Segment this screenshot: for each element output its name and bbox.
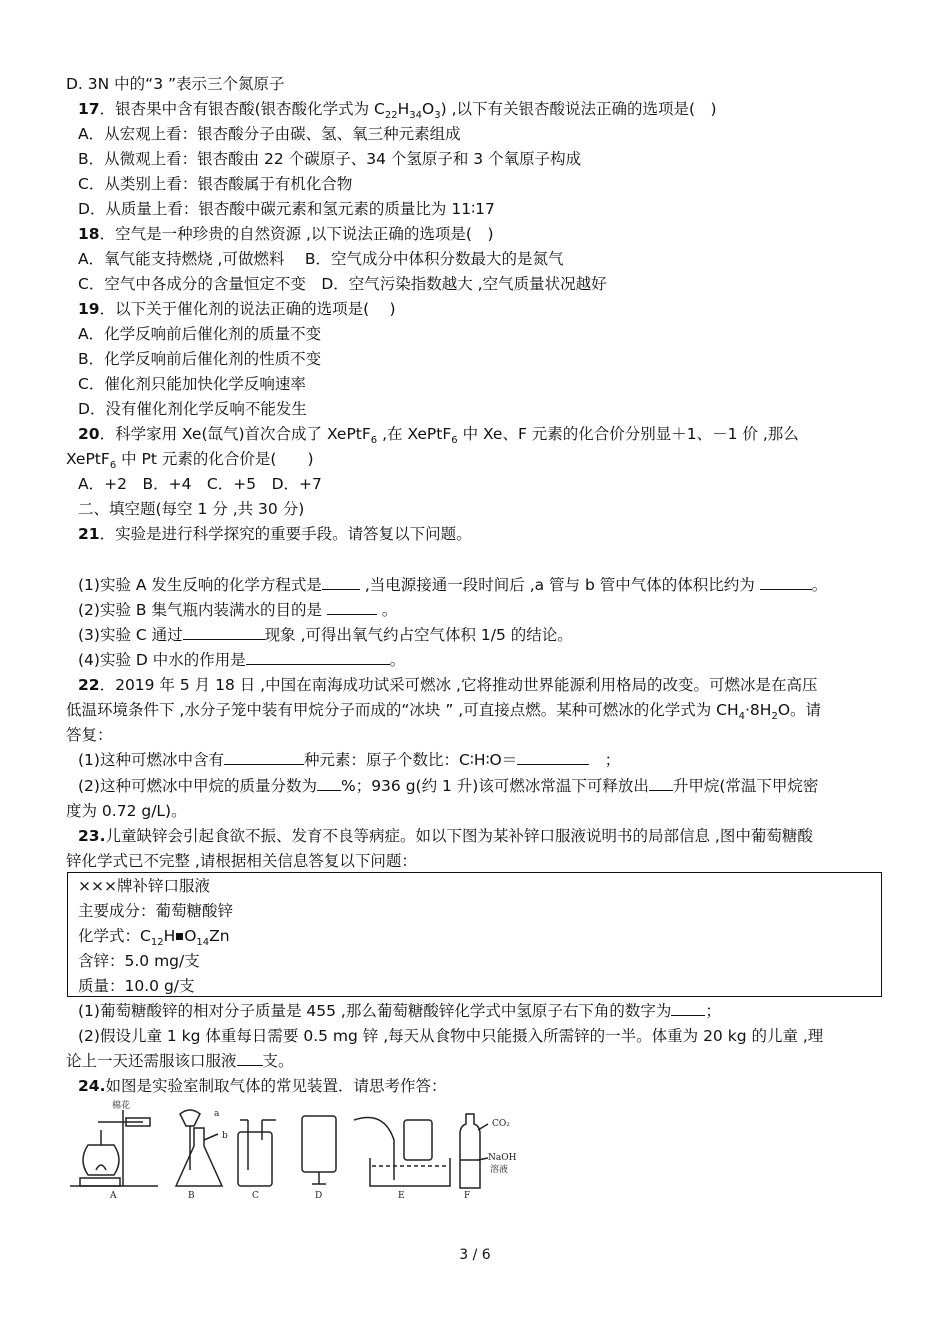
label-formula-zn: Zn: [209, 927, 230, 945]
q23-part2: (2)假设儿童 1 kg 体重每日需要 0.5 mg 锌 ,每天从食物中只能摄入所需锌的一半。体重为 20 kg 的儿童 ,理: [78, 1027, 824, 1045]
label-cotton: 棉花: [112, 1101, 131, 1111]
missing-subscript-block: [176, 933, 183, 940]
lab-apparatus-figure: [68, 1100, 518, 1200]
question-20-stem: [78, 424, 799, 451]
supplement-label-box: [67, 872, 882, 997]
label-co2: CO₂: [492, 1119, 510, 1129]
question-22-line2: [66, 700, 821, 727]
q23-2c: 支。: [262, 1052, 294, 1070]
q20-l2a: XePtF: [66, 450, 110, 468]
q19-option-c: C．催化剂只能加快化学反响速率: [78, 375, 306, 393]
figure-label-e: E: [398, 1191, 405, 1200]
blank-q21-3[interactable]: [327, 600, 377, 615]
label-formula-sub-c: 12: [150, 937, 164, 949]
q21-text: ．实验是进行科学探究的重要手段。请答复以下问题。: [99, 525, 472, 543]
q20-options: A．+2 B．+4 C．+5 D．+7: [78, 475, 322, 493]
q22-2b: %；936 g(约 1 升)该可燃冰常温下可释放出: [340, 777, 649, 795]
apparatus-a: [70, 1110, 158, 1186]
q23-2b: 论上一天还需服该口服液: [66, 1052, 237, 1070]
blank-q22-1[interactable]: [224, 750, 304, 765]
question-19-number: 19: [78, 300, 100, 318]
q21-1c: 。: [811, 576, 828, 594]
q21-part3: [78, 625, 573, 645]
q21-1b: ,当电源接通一段时间后 ,a 管与 b 管中气体的体积比约为: [359, 576, 760, 594]
q17-post: ) ,以下有关银杏酸说法正确的选项是( ): [440, 100, 717, 118]
question-23-line1: [78, 826, 813, 846]
question-23-line2: 锌化学式已不完整 ,请根据相关信息答复以下问题：: [66, 852, 417, 870]
label-brand: ×××牌补锌口服液: [78, 877, 210, 895]
q22-part1: [78, 750, 620, 770]
blank-q22-2[interactable]: [517, 750, 589, 765]
q23-part2-line2: [66, 1051, 294, 1071]
q18-options-cd: C．空气中各成分的含量恒定不变 D．空气污染指数越大 ,空气质量状况越好: [78, 275, 607, 293]
page-number: 3 / 6: [459, 1247, 491, 1263]
q24-text: 如图是实验室制取气体的常见装置．请思考作答：: [105, 1077, 447, 1095]
q21-3b: 现象 ,可得出氧气约占空气体积 1/5 的结论。: [264, 626, 573, 644]
q17-sub-c: 22: [384, 110, 398, 122]
q21-part2: [78, 600, 397, 620]
label-zinc-content: 含锌：5.0 mg/支: [78, 952, 200, 970]
blank-q22-3[interactable]: [317, 776, 341, 791]
q21-4b: 。: [389, 651, 406, 669]
q22-1c: ；: [589, 751, 621, 769]
blank-q21-5[interactable]: [246, 650, 390, 665]
q22-sub2: 2: [771, 711, 778, 723]
blank-q23-2[interactable]: [237, 1051, 263, 1066]
q21-1a: (1)实验 A 发生反响的化学方程式是: [78, 576, 322, 594]
question-21-stem: [78, 524, 472, 544]
label-formula-c: 化学式：C: [78, 927, 151, 945]
q21-part1: [78, 575, 827, 595]
q20-t2: ,在 XePtF: [377, 425, 452, 443]
q17-option-c: C．从类别上看：银杏酸属于有机化合物: [78, 175, 353, 193]
q20-t1: ．科学家用 Xe(氙气)首次合成了 XePtF: [99, 425, 371, 443]
question-20-number: 20: [78, 425, 100, 443]
label-main-ingredient: 主要成分：葡萄糖酸锌: [78, 902, 234, 920]
label-solution: 溶液: [490, 1165, 509, 1175]
q22-1b: 种元素：原子个数比：C∶H∶O＝: [303, 751, 518, 769]
q17-pre: ．银杏果中含有银杏酸(银杏酸化学式为 C: [99, 100, 385, 118]
label-mass: 质量：10.0 g/支: [78, 977, 195, 995]
apparatus-f: [460, 1114, 488, 1188]
figure-label-b: B: [188, 1191, 195, 1200]
q22-l2c: O。请: [777, 701, 822, 719]
label-b-pipe: b: [222, 1131, 228, 1141]
label-formula-sub-o: 14: [196, 937, 210, 949]
q20-sub3: 6: [109, 460, 117, 472]
q22-l2b: ·8H: [744, 701, 772, 719]
q21-2b: 。: [376, 601, 398, 619]
q17-option-d: D．从质量上看：银杏酸中碳元素和氢元素的质量比为 11∶17: [78, 200, 495, 218]
q21-4a: (4)实验 D 中水的作用是: [78, 651, 246, 669]
q18-text: ．空气是一种珍贵的自然资源 ,以下说法正确的选项是( ): [99, 225, 494, 243]
blank-q21-2[interactable]: [760, 575, 812, 590]
q21-3a: (3)实验 C 通过: [78, 626, 183, 644]
question-24-number: 24.: [78, 1077, 106, 1095]
q17-h: H: [397, 100, 410, 118]
label-naoh: NaOH: [488, 1153, 517, 1163]
label-a-pipe: a: [214, 1109, 220, 1119]
apparatus-e: [354, 1118, 450, 1187]
question-17-stem: [78, 99, 717, 126]
figure-label-a: A: [110, 1191, 117, 1200]
question-22-number: 22: [78, 676, 100, 694]
q20-t3: 中 Xe、F 元素的化合价分别显＋1、－1 价 ,那么: [457, 425, 799, 443]
q22-part2-line2: 度为 0.72 g/L)。: [66, 802, 187, 820]
blank-q21-1[interactable]: [322, 575, 360, 590]
q23-part1: [78, 1001, 721, 1021]
question-21-number: 21: [78, 525, 100, 543]
q22-1a: (1)这种可燃冰中含有: [78, 751, 224, 769]
q20-l2b: 中 Pt 元素的化合价是( ): [116, 450, 314, 468]
q17-sub-h: 34: [409, 110, 423, 122]
q19-option-d: D．没有催化剂化学反响不能发生: [78, 400, 307, 418]
q21-part4: [78, 650, 405, 670]
q17-o: O: [422, 100, 435, 118]
q23-l1: 儿童缺锌会引起食欲不振、发育不良等病症。如以下图为某补锌口服液说明书的局部信息 ,图中葡萄糖酸: [105, 827, 813, 845]
q22-2c: 升甲烷(常温下甲烷密: [672, 777, 819, 795]
q19-option-a: A．化学反响前后催化剂的质量不变: [78, 325, 322, 343]
q22-l1: ．2019 年 5 月 18 日 ,中国在南海成功试采可燃冰 ,它将推动世界能源利用格局的改变。可燃冰是在高压: [99, 676, 818, 694]
q17-sub-o: 3: [434, 110, 441, 122]
q20-line2: [66, 449, 314, 476]
q22-part2: [78, 776, 818, 796]
question-19-stem: [78, 299, 396, 319]
q21-2a: (2)实验 B 集气瓶内装满水的目的是: [78, 601, 327, 619]
question-22-line3: 答复：: [66, 726, 113, 744]
apparatus-c: [238, 1120, 276, 1186]
question-23-number: 23.: [78, 827, 106, 845]
q17-option-b: B．从微观上看：银杏酸由 22 个碳原子、34 个氢原子和 3 个氧原子构成: [78, 150, 582, 168]
question-17-number: 17: [78, 100, 100, 118]
q20-sub2: 6: [451, 435, 458, 447]
label-formula-h: H: [163, 927, 176, 945]
question-18-stem: [78, 224, 494, 244]
section-2-heading: 二、填空题(每空 1 分 ,共 30 分): [78, 500, 305, 518]
q19-option-b: B．化学反响前后催化剂的性质不变: [78, 350, 322, 368]
blank-q23-1[interactable]: [671, 1001, 705, 1016]
question-24-stem: [78, 1076, 446, 1096]
blank-q22-4[interactable]: [649, 776, 673, 791]
q22-2a: (2)这种可燃冰中甲烷的质量分数为: [78, 777, 317, 795]
question-18-number: 18: [78, 225, 100, 243]
q22-l2a: 低温环境条件下 ,水分子笼中装有甲烷分子而成的“冰块 ” ,可直接点燃。某种可燃冰的化学式为 CH: [66, 701, 739, 719]
apparatus-b: [176, 1110, 222, 1186]
q23-1b: ；: [705, 1002, 721, 1020]
blank-q21-4[interactable]: [183, 625, 265, 640]
question-22-line1: [78, 675, 817, 695]
label-formula: [78, 926, 230, 953]
q19-text: ．以下关于催化剂的说法正确的选项是( ): [99, 300, 396, 318]
q20-sub1: 6: [370, 435, 378, 447]
q17-option-a: A．从宏观上看：银杏酸分子由碳、氢、氧三种元素组成: [78, 125, 461, 143]
figure-label-d: D: [315, 1191, 323, 1200]
q22-sub1: 4: [738, 711, 745, 723]
figure-label-c: C: [252, 1191, 259, 1200]
label-formula-o: O: [184, 927, 197, 945]
apparatus-d: [302, 1116, 336, 1184]
line-3n-option: D. 3N 中的“3 ”表示三个氮原子: [66, 75, 285, 93]
figure-label-f: F: [464, 1191, 471, 1200]
q23-1a: (1)葡萄糖酸锌的相对分子质量是 455 ,那么葡萄糖酸锌化学式中氢原子右下角的数字为: [78, 1002, 672, 1020]
q18-options-ab: A．氧气能支持燃烧 ,可做燃料 B．空气成分中体积分数最大的是氮气: [78, 250, 564, 268]
